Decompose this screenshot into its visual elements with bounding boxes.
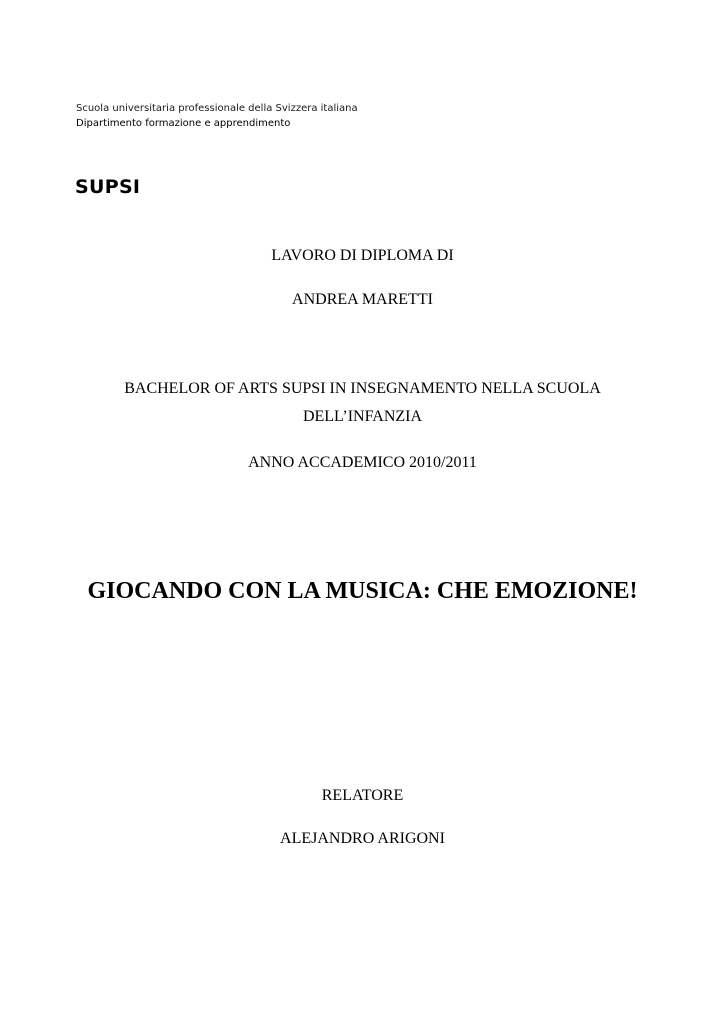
institution-header xyxy=(76,101,358,131)
degree-line-1: BACHELOR OF ARTS SUPSI IN INSEGNAMENTO NELLA SCUOLA xyxy=(124,380,601,397)
department-name: Dipartimento formazione e apprendimento xyxy=(76,118,291,129)
author-name: ANDREA MARETTI xyxy=(292,291,433,308)
institution-name: Scuola universitaria professionale della Svizzera italiana xyxy=(76,103,358,114)
supsi-logo: SUPSI xyxy=(75,176,141,198)
thesis-title: GIOCANDO CON LA MUSICA: CHE EMOZIONE! xyxy=(87,578,638,604)
thesis-label: LAVORO DI DIPLOMA DI xyxy=(271,247,454,264)
advisor-label: RELATORE xyxy=(321,787,404,804)
advisor-name: ALEJANDRO ARIGONI xyxy=(280,830,445,847)
degree-line-2: DELL’INFANZIA xyxy=(302,408,423,425)
academic-year: ANNO ACCADEMICO 2010/2011 xyxy=(248,454,477,471)
